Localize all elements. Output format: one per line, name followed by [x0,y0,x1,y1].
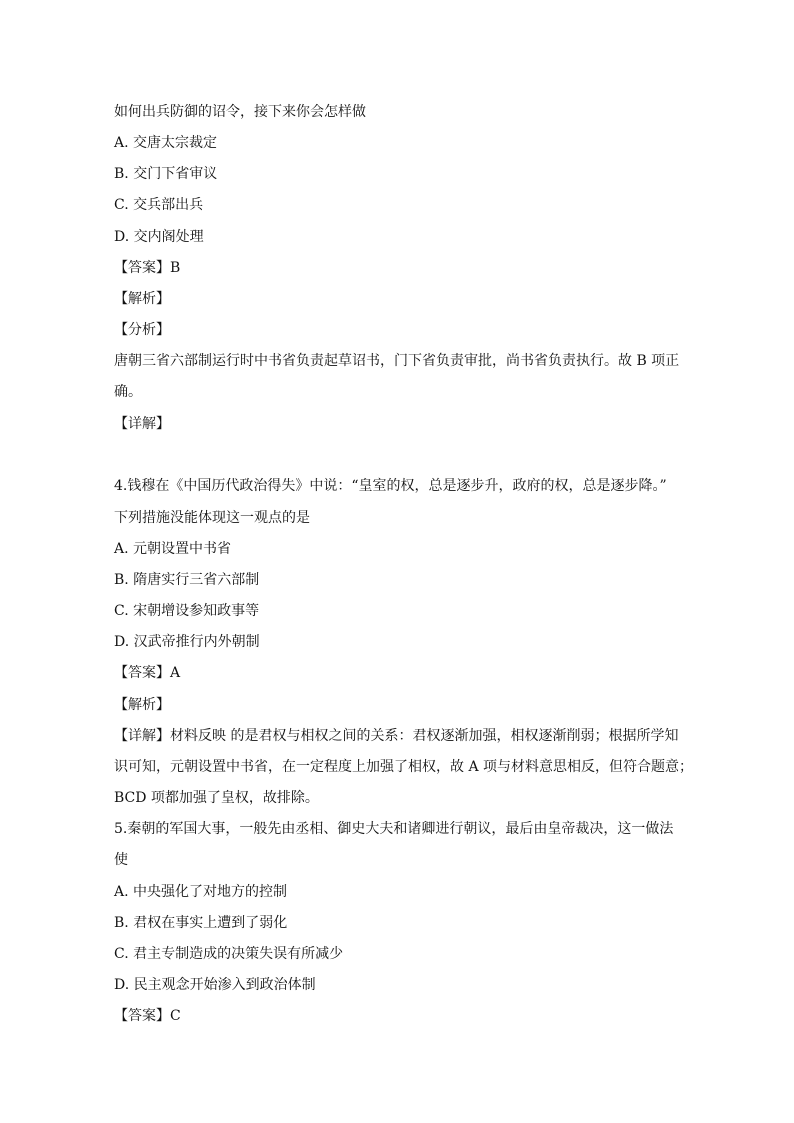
q3-option-c: C. 交兵部出兵 [114,197,204,213]
q5-option-b: B. 君权在事实上遭到了弱化 [114,915,288,931]
q5-stem-line-2: 使 [114,852,128,868]
q3-analysis-heading: 【解析】 [114,291,170,307]
q3-fenxi-line-2: 确。 [114,384,142,400]
q3-fenxi-heading: 【分析】 [114,322,170,338]
q4-detail-line-3: BCD 项都加强了皇权，故排除。 [114,790,319,806]
q3-option-d: D. 交内阁处理 [114,229,204,245]
q5-option-d: D. 民主观念开始渗入到政治体制 [114,977,316,993]
q5-option-c: C. 君主专制造成的决策失误有所减少 [114,946,344,962]
q4-option-d: D. 汉武帝推行内外朝制 [114,634,260,650]
q5-answer: 【答案】C [114,1008,181,1024]
q3-option-b: B. 交门下省审议 [114,166,218,182]
q3-detail-heading: 【详解】 [114,416,170,432]
q4-option-a: A. 元朝设置中书省 [114,541,232,557]
q4-analysis-heading: 【解析】 [114,697,170,713]
q4-stem-line-2: 下列措施没能体现这一观点的是 [114,510,310,526]
q4-answer: 【答案】A [114,665,181,681]
q3-stem-tail: 如何出兵防御的诏令，接下来你会怎样做 [114,104,366,120]
q4-option-c: C. 宋朝增设参知政事等 [114,603,260,619]
q4-detail-line-1: 【详解】材料反映 的是君权与相权之间的关系：君权逐渐加强，相权逐渐削弱；根据所学知 [114,728,679,744]
q5-stem-line-1: 5.秦朝的军国大事，一般先由丞相、御史大夫和诸卿进行朝议，最后由皇帝裁决，这一做法 [114,821,674,837]
q3-answer: 【答案】B [114,260,181,276]
q4-detail-line-2: 识可知，元朝设置中书省，在一定程度上加强了相权，故 A 项与材料意思相反，但符合题意； [114,759,694,775]
q4-option-b: B. 隋唐实行三省六部制 [114,572,260,588]
q5-option-a: A. 中央强化了对地方的控制 [114,884,288,900]
q3-fenxi-line-1: 唐朝三省六部制运行时中书省负责起草诏书，门下省负责审批，尚书省负责执行。故 B 项正 [114,353,680,369]
q4-stem-line-1: 4.钱穆在《中国历代政治得失》中说：“皇室的权，总是逐步升，政府的权，总是逐步降。” [114,478,667,494]
q3-option-a: A. 交唐太宗裁定 [114,135,218,151]
